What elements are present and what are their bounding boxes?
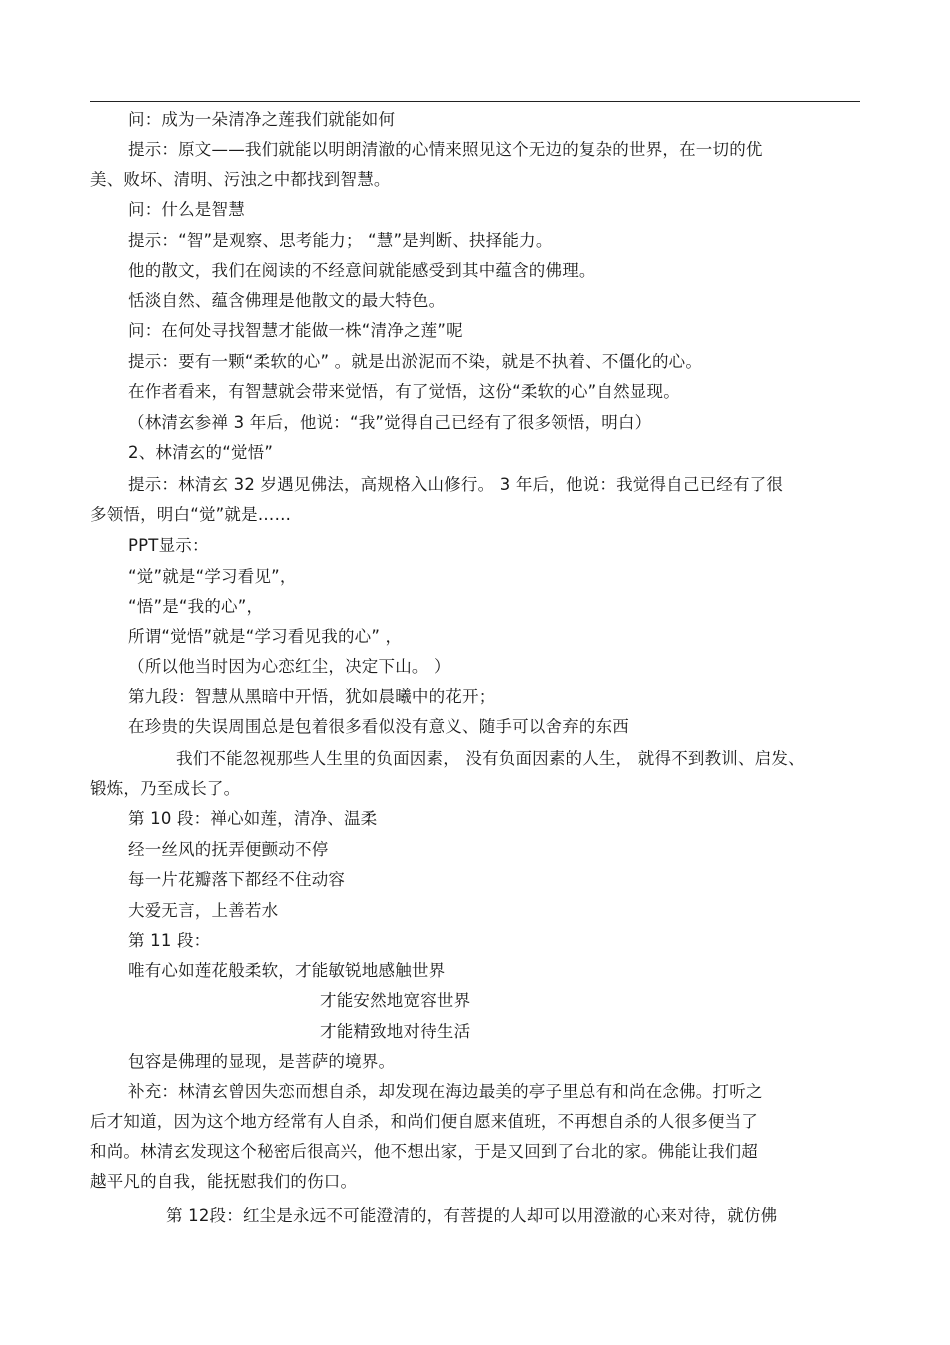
text-line: 第 10 段：禅心如莲，清净、温柔 [128, 809, 378, 828]
text-line: 每一片花瓣落下都经不住动容 [128, 870, 346, 889]
text-line: 提示：要有一颗“柔软的心” 。就是出淤泥而不染，就是不执着、不僵化的心。 [128, 352, 703, 371]
text-line: 他的散文，我们在阅读的不经意间就能感受到其中蕴含的佛理。 [128, 261, 596, 280]
text-line: 经一丝风的抚弄便颤动不停 [128, 840, 329, 859]
text-line: 大爱无言，上善若水 [128, 901, 279, 920]
text-line: 补充：林清玄曾因失恋而想自杀，却发现在海边最美的亭子里总有和尚在念佛。打听之 [128, 1082, 763, 1101]
text-line: “觉”就是“学习看见”， [128, 567, 297, 586]
text-line: （林清玄参禅 3 年后，他说：“我”觉得自己已经有了很多领悟，明白） [128, 413, 652, 432]
section-heading: 2、林清玄的“觉悟” [128, 443, 274, 462]
text-line: 第 11 段： [128, 931, 211, 950]
text-line: 问：成为一朵清净之莲我们就能如何 [128, 110, 396, 129]
text-line: 美、败坏、清明、污浊之中都找到智慧。 [90, 170, 391, 189]
text-line: “悟”是“我的心”， [128, 597, 264, 616]
text-line: 唯有心如莲花般柔软，才能敏锐地感触世界 [128, 961, 446, 980]
text-line: PPT显示： [128, 536, 209, 555]
text-line: 问：在何处寻找智慧才能做一株“清净之莲”呢 [128, 321, 463, 340]
text-line: 才能安然地宽容世界 [320, 991, 471, 1010]
text-line: 所谓“觉悟”就是“学习看见我的心” ， [128, 627, 403, 646]
text-line: 第九段：智慧从黑暗中开悟，犹如晨曦中的花开； [128, 687, 496, 706]
text-line: 在作者看来，有智慧就会带来觉悟，有了觉悟，这份“柔软的心”自然显现。 [128, 382, 680, 401]
text-line: 恬淡自然、蕴含佛理是他散文的最大特色。 [128, 291, 446, 310]
text-line: 提示：原文——我们就能以明朗清澈的心情来照见这个无边的复杂的世界，在一切的优 [128, 140, 763, 159]
text-line: 提示：林清玄 32 岁遇见佛法，高规格入山修行。 3 年后，他说：我觉得自己已经有了很 [128, 475, 784, 494]
text-line: 和尚。林清玄发现这个秘密后很高兴，他不想出家，于是又回到了台北的家。佛能让我们超 [90, 1142, 758, 1161]
text-line: 多领悟，明白“觉”就是…… [90, 505, 292, 524]
header-rule [90, 101, 860, 102]
text-line: 问：什么是智慧 [128, 200, 245, 219]
text-line: 后才知道，因为这个地方经常有人自杀，和尚们便自愿来值班，不再想自杀的人很多便当了 [90, 1112, 758, 1131]
text-line: （所以他当时因为心恋红尘，决定下山。 ） [128, 657, 451, 676]
text-line: 包容是佛理的显现，是菩萨的境界。 [128, 1052, 396, 1071]
text-line: 锻炼，乃至成长了。 [90, 779, 241, 798]
text-line: 才能精致地对待生活 [320, 1022, 471, 1041]
text-line: 我们不能忽视那些人生里的负面因素， 没有负面因素的人生， 就得不到教训、启发、 [176, 749, 805, 768]
text-line: 第 12段：红尘是永远不可能澄清的，有菩提的人却可以用澄澈的心来对待，就仿佛 [166, 1206, 778, 1225]
text-line: 越平凡的自我，能抚慰我们的伤口。 [90, 1172, 358, 1191]
text-line: 提示：“智”是观察、思考能力； “慧”是判断、抉择能力。 [128, 231, 553, 250]
text-line: 在珍贵的失误周围总是包着很多看似没有意义、随手可以舍弃的东西 [128, 717, 629, 736]
